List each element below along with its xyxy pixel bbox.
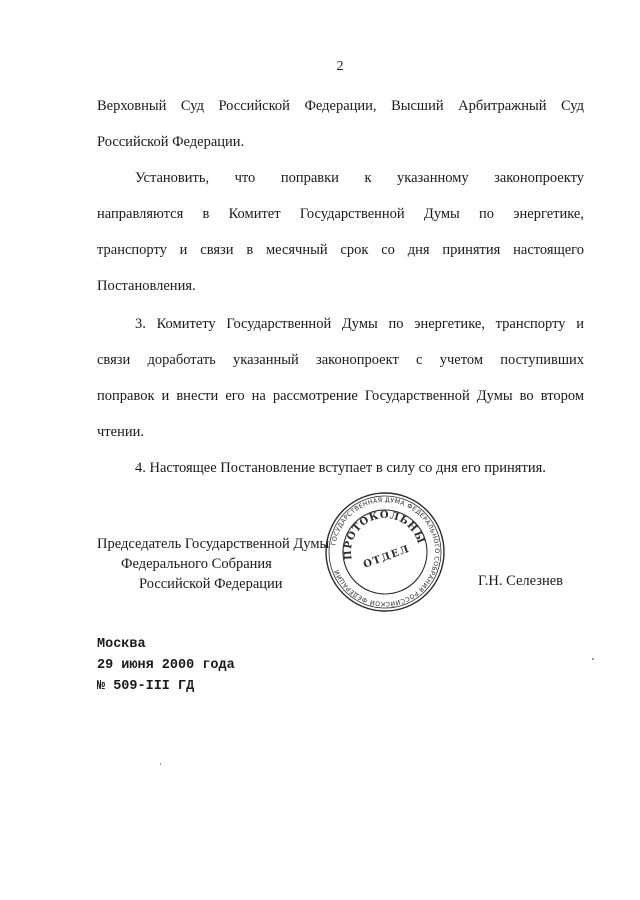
stamp-outer-text: ГОСУДАРСТВЕННАЯ ДУМА ФЕДЕРАЛЬНОГО СОБРАНИЯ РОССИЙСКОЙ ФЕДЕРАЦИИ <box>330 496 441 608</box>
signature-title-line-1: Председатель Государственной Думы <box>97 536 330 552</box>
document-footer <box>97 634 235 697</box>
signature-title-line-2: Федерального Собрания <box>121 556 272 572</box>
scan-speck <box>160 763 161 765</box>
paragraph-line: чтении. <box>97 424 144 440</box>
paragraph-line: Установить, что поправки к указанному законопроекту <box>135 170 584 186</box>
signer-name: Г.Н. Селезнев <box>478 573 563 589</box>
scan-speck <box>592 658 594 660</box>
paragraph-line: связи доработать указанный законопроект с учетом поступивших <box>97 352 584 368</box>
paragraph-1 <box>97 88 584 160</box>
footer-number: № 509-III ГД <box>97 679 195 694</box>
footer-city: Москва <box>97 637 146 652</box>
signature-title-line-3: Российской Федерации <box>139 576 283 592</box>
footer-date: 29 июня 2000 года <box>97 658 235 673</box>
signature-title <box>97 534 329 594</box>
paragraph-line: Постановления. <box>97 278 196 294</box>
paragraph-line: 4. Настоящее Постановление вступает в силу со дня его принятия. <box>135 460 546 476</box>
paragraph-2 <box>97 160 584 304</box>
stamp-inner-top: ПРОТОКОЛЬНЫЙ <box>342 509 427 561</box>
official-stamp <box>323 490 447 614</box>
paragraph-line: направляются в Комитет Государственной Думы по энергетике, <box>97 206 584 222</box>
paragraph-line: Верховный Суд Российской Федерации, Высший Арбитражный Суд <box>97 98 584 114</box>
paragraph-line: Российской Федерации. <box>97 134 245 150</box>
paragraph-3 <box>97 306 584 450</box>
paragraph-line: поправок и внести его на рассмотрение Государственной Думы во втором <box>97 388 584 404</box>
page-number: 2 <box>336 59 344 74</box>
stamp-inner-center: ОТДЕЛ <box>361 543 412 571</box>
paragraph-line: транспорту и связи в месячный срок со дня принятия настоящего <box>97 242 584 258</box>
paragraph-line: 3. Комитету Государственной Думы по энергетике, транспорту и <box>135 316 584 332</box>
paragraph-4 <box>97 450 584 486</box>
